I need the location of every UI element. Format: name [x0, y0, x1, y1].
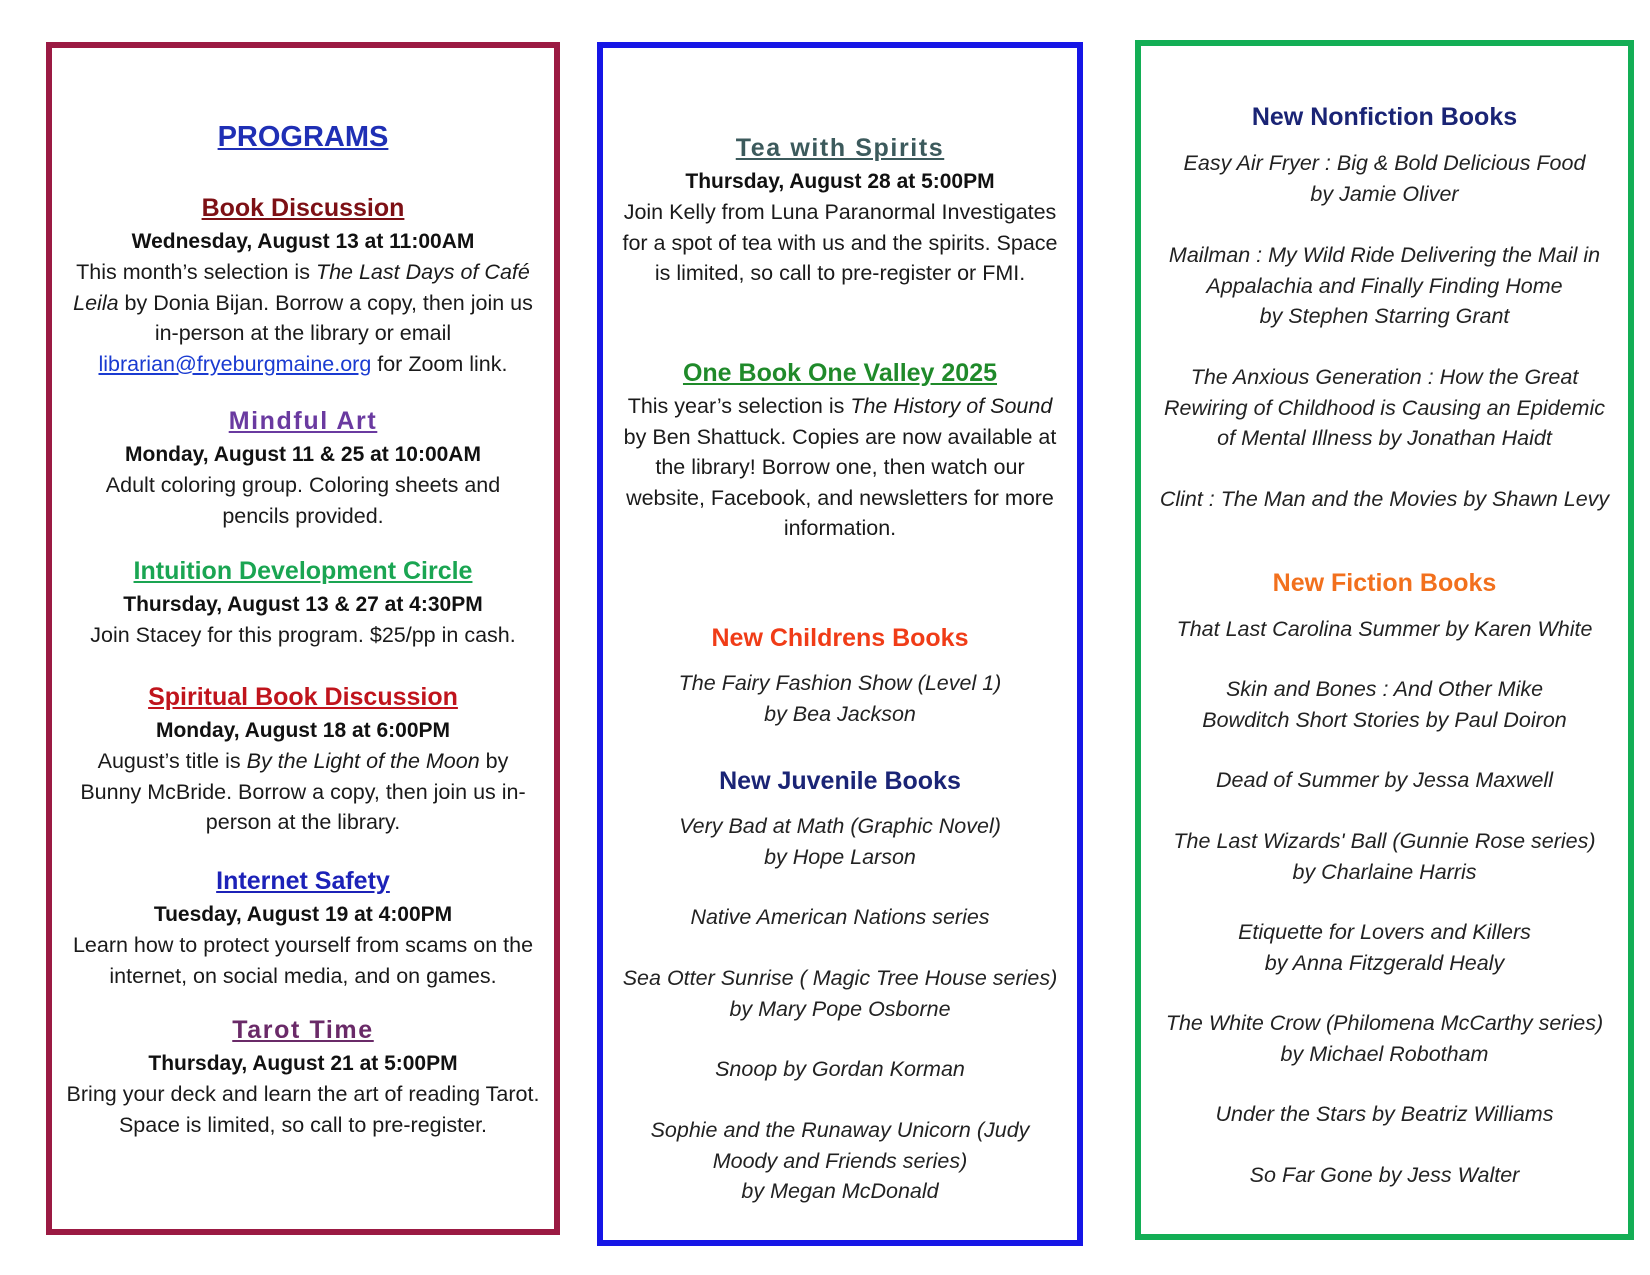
juvenile-book-item — [603, 811, 1077, 872]
book-title: Very Bad at Math (Graphic Novel) — [679, 814, 1001, 838]
book-discussion-description — [62, 257, 544, 379]
intuition-title: Intuition Development Circle — [133, 557, 473, 585]
mindful-art-when: Monday, August 11 & 25 at 10:00AM — [125, 443, 481, 466]
book-author: by Bea Jackson — [764, 701, 916, 726]
childrens-book-item — [603, 668, 1077, 729]
book-title: Native American Nations series — [690, 905, 990, 929]
fiction-book-item — [1141, 614, 1628, 645]
one-book-one-valley-title: One Book One Valley 2025 — [682, 359, 998, 387]
book-discussion-book-title: The Last Days of Café Leila — [73, 260, 530, 315]
juvenile-book-item — [603, 963, 1077, 1024]
book-title: That Last Carolina Summer by Karen White — [1176, 617, 1593, 641]
programs-panel — [46, 42, 560, 1235]
book-title: Snoop by Gordan Korman — [715, 1057, 965, 1081]
nonfiction-book-item — [1141, 148, 1628, 209]
events-books-panel — [597, 42, 1083, 1246]
programs-title: PROGRAMS — [217, 121, 389, 153]
mindful-art-title: Mindful Art — [228, 407, 378, 435]
fiction-book-item — [1141, 674, 1628, 735]
spiritual-book-title: By the Light of the Moon — [246, 749, 480, 773]
fiction-book-item — [1141, 765, 1628, 796]
book-title: Easy Air Fryer : Big & Bold Delicious Food — [1183, 151, 1586, 175]
spiritual-book-discussion-title: Spiritual Book Discussion — [148, 683, 458, 711]
new-juvenile-books-heading: New Juvenile Books — [719, 767, 961, 795]
fiction-book-item — [1141, 1008, 1628, 1069]
tea-with-spirits-when: Thursday, August 28 at 5:00PM — [685, 170, 995, 193]
book-author: by Michael Robotham — [1280, 1041, 1489, 1066]
spiritual-desc-text: August’s title is — [97, 749, 247, 773]
tea-with-spirits-description: Join Kelly from Luna Paranormal Investigates for a spot of tea with us and the spirits. Space is limited, so call to pre-register or FMI. — [622, 200, 1058, 285]
book-author: by Charlaine Harris — [1292, 859, 1477, 884]
one-book-desc-text: This year’s selection is — [627, 394, 851, 418]
one-book-book-title: The History of Sound — [850, 394, 1053, 418]
tarot-time-description: Bring your deck and learn the art of reading Tarot. Space is limited, so call to pre-register. — [66, 1082, 540, 1137]
librarian-email-link[interactable]: librarian@fryeburgmaine.org — [98, 351, 372, 376]
spiritual-book-discussion-when: Monday, August 18 at 6:00PM — [155, 719, 451, 742]
book-discussion-desc-end: for Zoom link. — [371, 351, 508, 376]
book-author: by Megan McDonald — [741, 1179, 939, 1203]
program-spiritual-book-discussion — [52, 679, 554, 838]
program-tarot-time — [52, 1012, 554, 1140]
mindful-art-description: Adult coloring group. Coloring sheets and pencils provided. — [105, 473, 501, 528]
program-tea-with-spirits — [603, 130, 1077, 289]
book-discussion-desc-text-2: by Donia Bijan. Borrow a copy, then join us in-person at the library or email — [118, 290, 533, 345]
nonfiction-book-item — [1141, 484, 1628, 515]
book-author: by Jamie Oliver — [1310, 181, 1459, 206]
program-mindful-art — [52, 403, 554, 531]
book-author: by Anna Fitzgerald Healy — [1264, 950, 1505, 975]
tea-with-spirits-title: Tea with Spirits — [735, 134, 945, 162]
book-title: The Anxious Generation : How the Great Rewiring of Childhood is Causing an Epidemic of Mental Illness by Jonathan Haidt — [1164, 365, 1605, 450]
program-one-book-one-valley — [603, 355, 1077, 544]
new-books-panel — [1135, 40, 1634, 1240]
intuition-when: Thursday, August 13 & 27 at 4:30PM — [123, 593, 483, 616]
book-discussion-desc-text: This month’s selection is — [76, 260, 316, 284]
internet-safety-when: Tuesday, August 19 at 4:00PM — [153, 903, 453, 926]
fiction-book-item — [1141, 826, 1628, 887]
book-title: The White Crow (Philomena McCarthy series) — [1165, 1011, 1604, 1035]
fiction-book-item — [1141, 1160, 1628, 1191]
nonfiction-book-item — [1141, 240, 1628, 332]
book-title: The Last Wizards' Ball (Gunnie Rose series) — [1173, 829, 1596, 853]
juvenile-book-item — [603, 902, 1077, 933]
spiritual-book-discussion-description — [62, 746, 544, 838]
new-fiction-books-heading: New Fiction Books — [1272, 569, 1497, 597]
fiction-book-item — [1141, 917, 1628, 978]
tarot-time-title: Tarot Time — [232, 1016, 374, 1044]
internet-safety-description: Learn how to protect yourself from scams on the internet, on social media, and on games. — [72, 933, 534, 988]
intuition-description: Join Stacey for this program. $25/pp in cash. — [90, 623, 516, 647]
new-nonfiction-books-heading: New Nonfiction Books — [1251, 103, 1518, 131]
book-discussion-when: Wednesday, August 13 at 11:00AM — [131, 230, 475, 253]
book-discussion-title: Book Discussion — [201, 194, 405, 222]
new-childrens-books-heading: New Childrens Books — [711, 624, 969, 652]
nonfiction-book-item — [1141, 362, 1628, 454]
book-title: Sea Otter Sunrise ( Magic Tree House series) — [622, 966, 1058, 990]
book-title: Mailman : My Wild Ride Delivering the Mail in Appalachia and Finally Finding Home — [1168, 243, 1601, 298]
one-book-one-valley-description — [615, 391, 1065, 544]
fiction-book-item — [1141, 1099, 1628, 1130]
spiritual-desc-text-2: by Bunny McBride. Borrow a copy, then join us in-person at the library. — [80, 749, 526, 834]
program-book-discussion — [52, 190, 554, 379]
internet-safety-title: Internet Safety — [216, 867, 390, 895]
book-title: Clint : The Man and the Movies by Shawn Levy — [1159, 487, 1610, 511]
book-title: Dead of Summer by Jessa Maxwell — [1216, 768, 1553, 792]
book-title: So Far Gone by Jess Walter — [1249, 1163, 1520, 1187]
program-intuition — [52, 553, 554, 651]
program-internet-safety — [52, 863, 554, 991]
book-title: Etiquette for Lovers and Killers — [1238, 920, 1531, 944]
tarot-time-when: Thursday, August 21 at 5:00PM — [148, 1052, 458, 1075]
juvenile-book-item — [603, 1115, 1077, 1207]
book-title: The Fairy Fashion Show (Level 1) — [678, 671, 1002, 695]
juvenile-book-item — [603, 1054, 1077, 1085]
book-title: Sophie and the Runaway Unicorn (Judy Moody and Friends series) — [650, 1118, 1030, 1173]
book-author: by Stephen Starring Grant — [1259, 304, 1510, 328]
one-book-desc-text-2: by Ben Shattuck. Copies are now available at the library! Borrow one, then watch our website, Facebook, and newsletters for more information. — [623, 424, 1057, 540]
book-title: Under the Stars by Beatriz Williams — [1215, 1102, 1554, 1126]
book-title: Skin and Bones : And Other Mike Bowditch Short Stories by Paul Doiron — [1202, 677, 1567, 732]
book-author: by Mary Pope Osborne — [729, 996, 951, 1021]
book-author: by Hope Larson — [764, 844, 916, 869]
